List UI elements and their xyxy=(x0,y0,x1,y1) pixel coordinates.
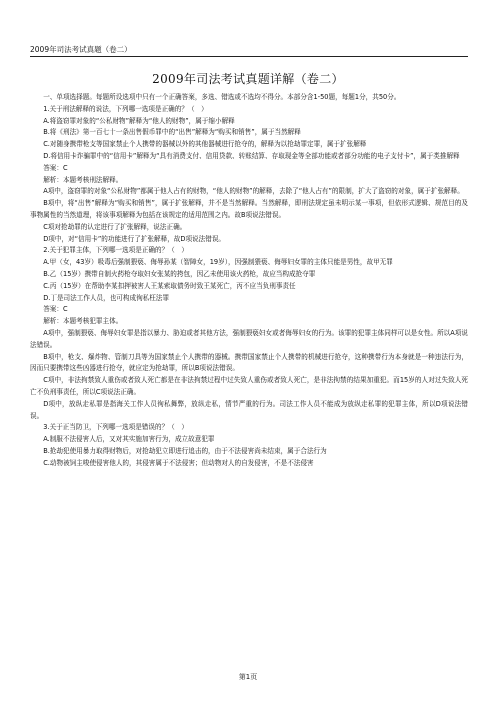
paragraph-intro: 一、单项选择题。每题所设选项中只有一个正确答案，多选、错选或不选均不得分。本部分含1-50题，每题1分，共50分。 xyxy=(43,93,401,101)
option-3a: A.制服不法侵害人后，又对其实施加害行为，成立故意犯罪 xyxy=(43,435,215,444)
analysis-1a: A项中，盗窃罪的对象“公私财物”都属于他人占有的财物，“他人的财物”的解释，去除了“他人占有”的限制，扩大了盗窃的对象，属于扩张解释。 xyxy=(43,187,464,196)
question-2: 2.关于犯罪主体，下列哪一选项是正确的？（ ） xyxy=(43,246,188,255)
option-1a: A.将盗窃罪对象的“公私财物”解释为“他人的财物”，属于缩小解释 xyxy=(43,116,235,125)
option-2a: A.甲（女，43岁）吸毒后强制猥亵、侮辱孙某（智障女，19岁），因强制猥亵、侮辱妇女罪的主体只能是男性，故甲无罪 xyxy=(43,258,393,267)
option-1d: D.将信用卡诈骗罪中的“信用卡”解释为“具有消费支付、信用贷款、转账结算、存取现金等全部功能或者部分功能的电子支付卡”，属于类推解释 xyxy=(43,151,460,160)
option-3c: C.动物被饲主唆使侵害他人的，其侵害属于不法侵害；但动物对人的自发侵害，不是不法侵害 xyxy=(43,458,314,467)
analysis-2b: B项中，枪支、爆炸物、管制刀具等为国家禁止个人携带的器械。携带国家禁止个人携带的机械进行抢夺，这种携带行为本身就是一种违法行为，因而只要携带这些凶器进行抢夺，就应定为抢劫罪，所以B项说法错误。 xyxy=(30,352,468,373)
document-title: 2009年司法考试真题详解（卷二） xyxy=(152,72,344,86)
option-3b: B.抢劫犯使用暴力取得财物后，对抢劫犯立即进行追击的，由于不法侵害尚未结束，属于合法行为 xyxy=(43,446,327,455)
question-1: 1.关于刑法解释的说法，下列哪一选项是正确的？（ ） xyxy=(43,104,208,113)
analysis-2d: D项中，放纵走私罪是指海关工作人员徇私舞弊，放纵走私，情节严重的行为。司法工作人员不能成为放纵走私罪的犯罪主体，所以D项说法错误。 xyxy=(30,399,468,420)
document-body xyxy=(30,92,468,470)
question-3: 3.关于正当防卫，下列哪一选项是错误的？（ ） xyxy=(43,423,188,432)
answer-1: 答案：C xyxy=(43,163,68,172)
analysis-1b: B项中，将“出售”解释为“购买和销售”，属于扩张解释，并不是当然解释。当然解释，即刑法规定虽未明示某一事项，但依形式逻辑、规范目的及事物属性的当然道理，将该事项解释为包括在该规定的适用范围之内。故B项说法错误。 xyxy=(30,199,468,219)
answer-2: 答案：C xyxy=(43,305,68,314)
option-2c: C.丙（15岁）在帮助李某扣押被害人王某索取债务时致王某死亡，丙不应当负刑事责任 xyxy=(43,281,296,290)
option-2d: D.丁是司法工作人员，也可构成徇私枉法罪 xyxy=(43,293,170,302)
option-1c: C.对随身携带枪支等国家禁止个人携带的器械以外的其他器械进行抢夺的，解释为以抢劫罪定罪，属于扩张解释 xyxy=(43,140,367,149)
analysis-1d: D项中，对“信用卡”的功能进行了扩张解释，故D项说法错误。 xyxy=(43,234,226,243)
header-rule xyxy=(30,56,468,57)
analysis-1c: C项对抢劫罪的认定进行了扩张解释，说法正确。 xyxy=(43,222,187,231)
page-number: 第1页 xyxy=(238,673,258,681)
analysis-1-title: 解析：本题考核刑法解释。 xyxy=(43,175,123,184)
running-header: 2009年司法考试真题（卷二） xyxy=(30,45,132,54)
option-1b: B.将《刑法》第一百七十一条出售假币罪中的“出售”解释为“购买和销售”，属于当然解释 xyxy=(43,128,301,137)
option-2b: B.乙（15岁）携带自制火药枪夺取妇女张某的挎包，因乙未使用该火药枪，故应当构成抢夺罪 xyxy=(43,269,316,278)
analysis-2c: C项中，非法拘禁致人重伤或者致人死亡都是在非法拘禁过程中过失致人重伤或者致人死亡，是非法拘禁的结果加重犯。而15岁的人对过失致人死亡不负刑事责任，所以C项说法正确。 xyxy=(30,376,468,396)
analysis-2a: A项中，强制猥亵、侮辱妇女罪是指以暴力、胁迫或者其他方法，强制猥亵妇女或者侮辱妇女的行为。该罪的犯罪主体同样可以是女性。所以A项说法错误。 xyxy=(30,328,468,349)
analysis-2-title: 解析：本题考核犯罪主体。 xyxy=(43,317,123,326)
